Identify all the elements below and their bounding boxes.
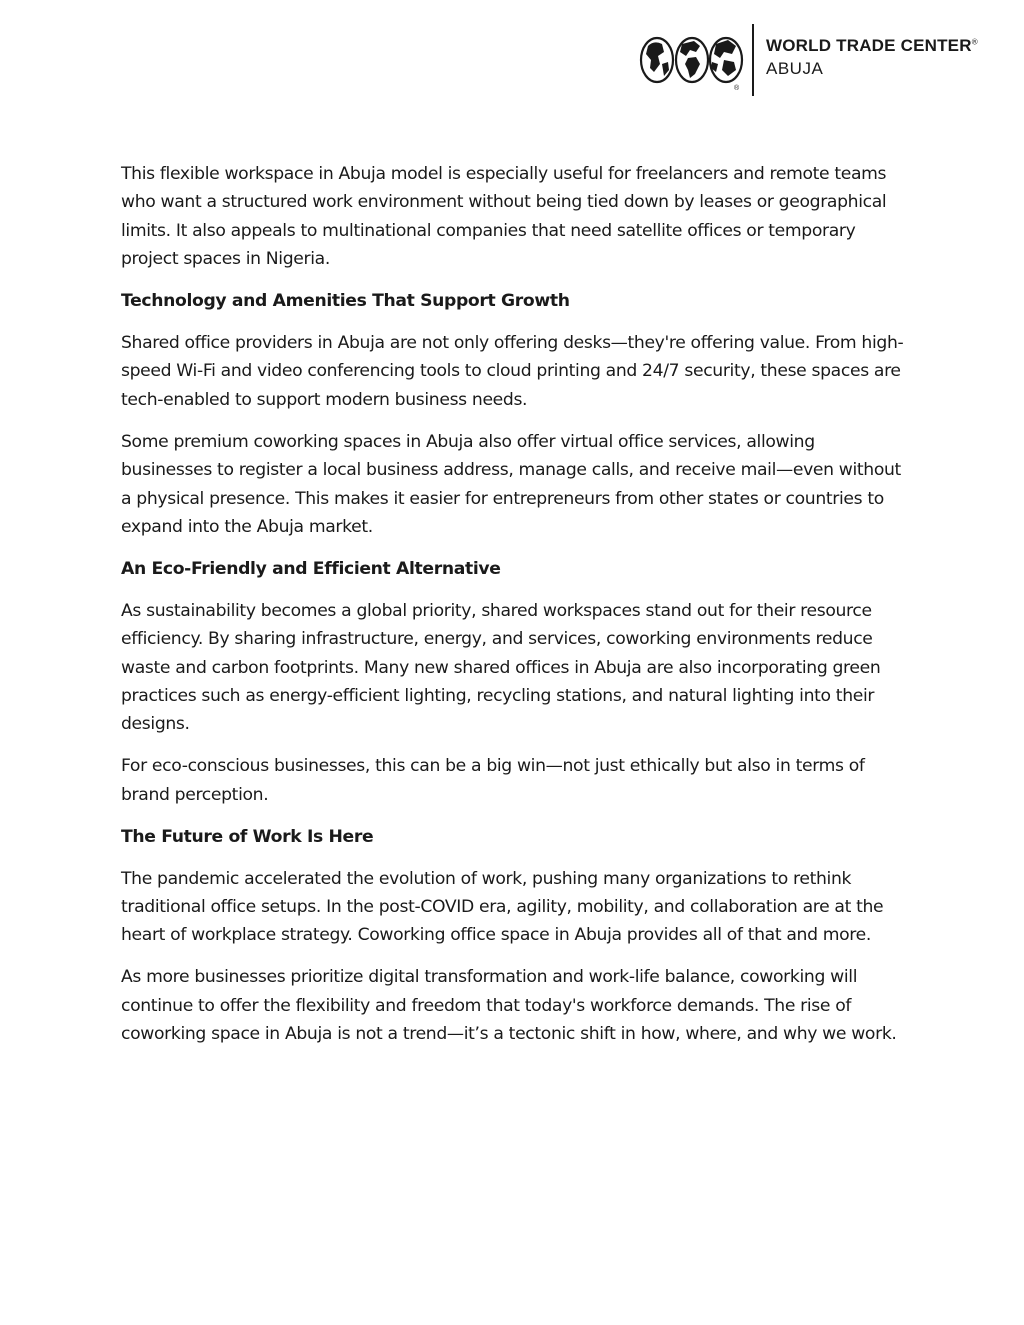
- paragraph: As sustainability becomes a global priority, shared workspaces stand out for their resource efficiency. By sharing infrastructure, energy, and services, coworking environments reduce waste and carbon footprints. Many new shared offices in Abuja are also incorporating green practices such as energy-efficient lighting, recycling stations, and natural lighting into their designs.: [121, 600, 881, 735]
- paragraph: As more businesses prioritize digital transformation and work-life balance, coworking will continue to offer the flexibility and freedom that today's workforce demands. The rise of coworking space in Abuja is not a trend—it’s a tectonic shift in how, where, and why we work.: [121, 967, 897, 1045]
- paragraph: Some premium coworking spaces in Abuja also offer virtual office services, allowing businesses to register a local business address, manage calls, and receive mail—even without a physical presence. This makes it easier for entrepreneurs from other states or countries to expand into the Abuja market.: [121, 431, 901, 537]
- paragraph: This flexible workspace in Abuja model is especially useful for freelancers and remote teams who want a structured work environment without being tied down by leases or geographical limits. It also appeals to multinational companies that need satellite offices or temporary project spaces in Nigeria.: [121, 164, 887, 270]
- paragraph: For eco-conscious businesses, this can be a big win—not just ethically but also in terms of brand perception.: [121, 756, 865, 805]
- paragraph: Shared office providers in Abuja are not only offering desks—they're offering value. From high-speed Wi-Fi and video conferencing tools to cloud printing and 24/7 security, these spaces are tech-enabled to support modern business needs.: [121, 333, 904, 410]
- document-body: [121, 160, 906, 1062]
- logo-divider: [752, 24, 754, 96]
- wtc-abuja-logo: [638, 24, 998, 98]
- logo-title-text: WORLD TRADE CENTER: [766, 36, 972, 55]
- logo-title: [766, 36, 978, 56]
- section-heading: The Future of Work Is Here: [121, 826, 374, 847]
- globes-logo-icon: [638, 32, 746, 92]
- registered-mark: ®: [971, 37, 978, 47]
- section-heading: An Eco-Friendly and Efficient Alternative: [121, 558, 501, 579]
- paragraph: The pandemic accelerated the evolution of work, pushing many organizations to rethink traditional office setups. In the post-COVID era, agility, mobility, and collaboration are at the heart of workplace strategy. Coworking office space in Abuja provides all of that and more.: [121, 868, 884, 946]
- section-heading: Technology and Amenities That Support Growth: [121, 291, 570, 312]
- svg-text:®: ®: [734, 85, 740, 92]
- logo-subtitle: ABUJA: [766, 59, 824, 78]
